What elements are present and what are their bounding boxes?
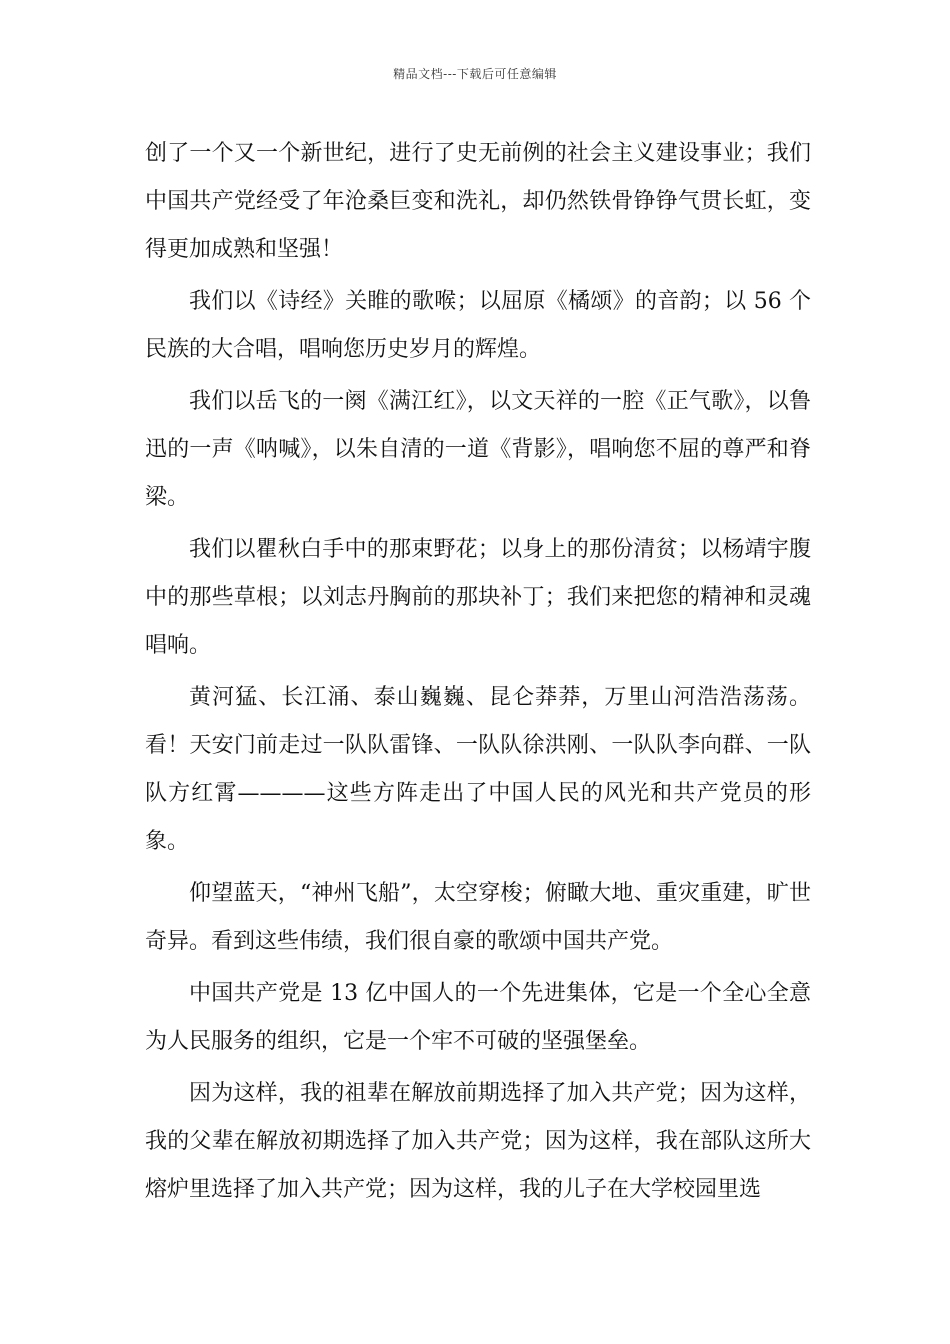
paragraph-3: 我们以岳飞的一阕《满江红》，以文天祥的一腔《正气歌》，以鲁迅的一声《呐喊》，以朱自清的一道《背影》，唱响您不屈的尊严和脊梁。 [145, 389, 811, 510]
paragraph-7: 中国共产党是 13 亿中国人的一个先进集体，它是一个全心全意为人民服务的组织，它是一个牢不可破的坚强堡垒。 [145, 981, 811, 1054]
paragraph-5: 黄河猛、长江涌、泰山巍巍、昆仑莽莽，万里山河浩浩荡荡。看！天安门前走过一队队雷锋、一队队徐洪刚、一队队李向群、一队队方红霄————这些方阵走出了中国人民的风光和共产党员的形象。 [145, 685, 811, 854]
paragraph-4: 我们以瞿秋白手中的那束野花；以身上的那份清贫；以杨靖宇腹中的那些草根；以刘志丹胸前的那块补丁；我们来把您的精神和灵魂唱响。 [145, 537, 811, 658]
paragraph-1: 创了一个又一个新世纪，进行了史无前例的社会主义建设事业；我们中国共产党经受了年沧桑巨变和洗礼，却仍然铁骨铮铮气贯长虹，变得更加成熟和坚强！ [145, 141, 811, 262]
page-header: 精品文档---下载后可任意编辑 [393, 67, 557, 81]
paragraph-2: 我们以《诗经》关睢的歌喉；以屈原《橘颂》的音韵；以 56 个民族的大合唱，唱响您历史岁月的辉煌。 [145, 289, 811, 362]
document-body [145, 130, 811, 1214]
paragraph-8: 因为这样，我的祖辈在解放前期选择了加入共产党；因为这样，我的父辈在解放初期选择了加入共产党；因为这样，我在部队这所大熔炉里选择了加入共产党；因为这样，我的儿子在大学校园里选 [145, 1081, 811, 1202]
paragraph-6: 仰望蓝天，“神州飞船”，太空穿梭；俯瞰大地、重灾重建，旷世奇异。看到这些伟绩，我们很自豪的歌颂中国共产党。 [145, 881, 811, 954]
